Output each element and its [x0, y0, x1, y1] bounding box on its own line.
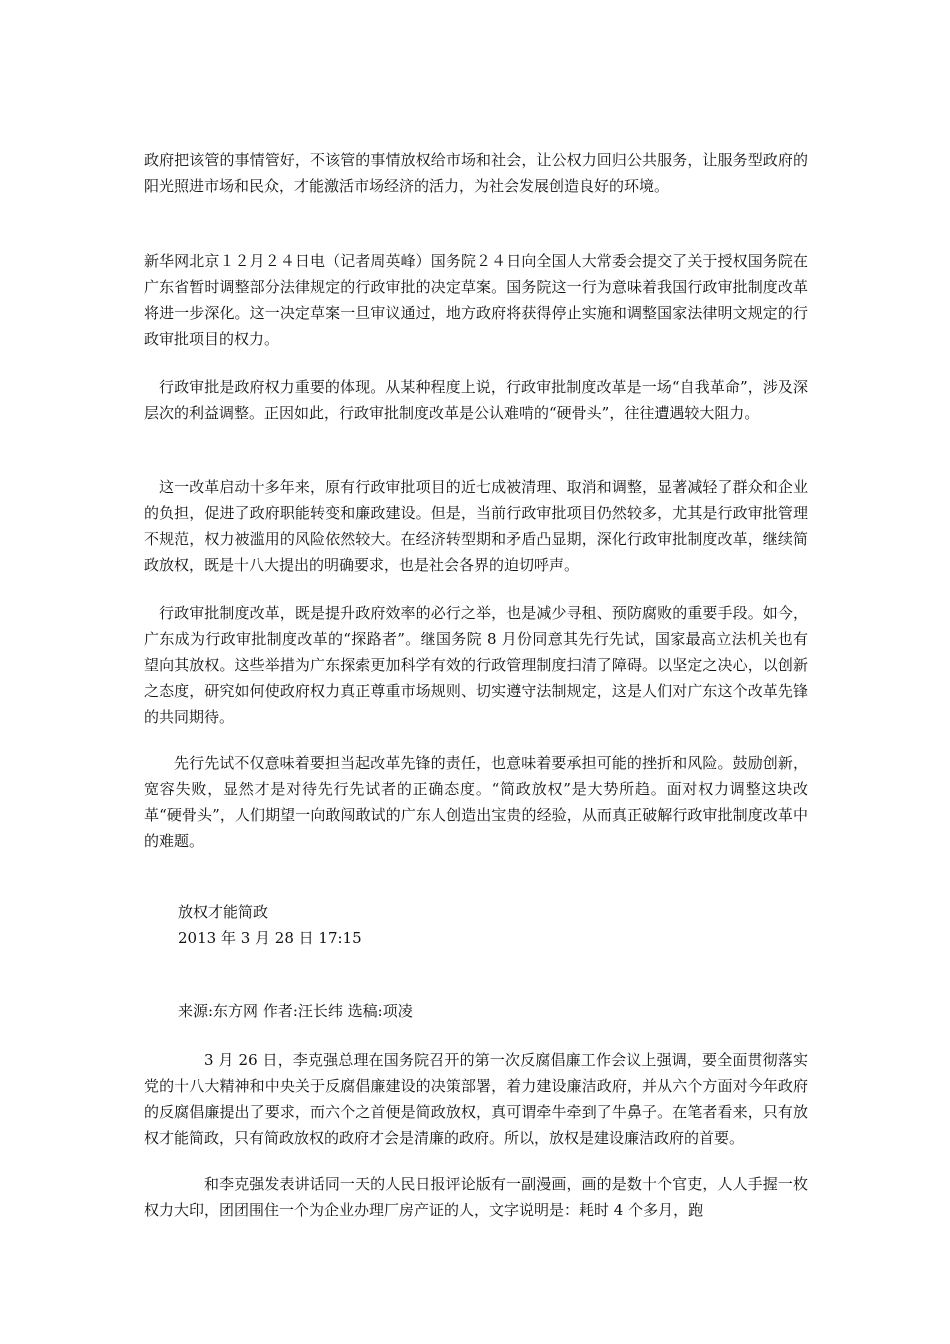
paragraph-approval-power: 行政审批是政府权力重要的体现。从某种程度上说，行政审批制度改革是一场“自我革命”，涉及深层次的利益调整。正因如此，行政审批制度改革是公认难啃的“硬骨头”，往往遭遇较大阻力。 — [144, 378, 808, 422]
paragraph-peoples-daily-cartoon: 和李克强发表讲话同一天的人民日报评论版有一副漫画，画的是数十个官吏，人人手握一枚权力大印，团团围住一个为企业办理厂房产证的人，文字说明是：耗时 4 个多月，跑 — [144, 1175, 808, 1219]
article-source-line: 来源:东方网 作者:汪长纬 选稿:项凌 — [178, 1002, 413, 1020]
article-datetime: 2013 年 3 月 28 日 17:15 — [178, 929, 362, 947]
paragraph-li-keqiang-speech: 3 月 26 日，李克强总理在国务院召开的第一次反腐倡廉工作会议上强调，要全面贯彻落实党的十八大精神和中央关于反腐倡廉建设的决策部署，着力建设廉洁政府，并从六个方面对今年政府的反腐倡廉提出了要求，而六个之首便是简政放权，真可谓牵牛牵到了牛鼻子。在笔者看来，只有放权才能简政，只有简政放权的政府才会是清廉的政府。所以，放权是建设廉洁政府的首要。 — [144, 1051, 808, 1147]
paragraph-guangdong-pathfinder: 行政审批制度改革，既是提升政府效率的必行之举，也是减少寻租、预防腐败的重要手段。如今，广东成为行政审批制度改革的“探路者”。继国务院 8 月份同意其先行先试，国家最高立法机关也有望向其放权。这些举措为广东探索更加科学有效的行政管理制度扫清了障碍。以坚定之决心，以创新之态度，研究如何使政府权力真正尊重市场规则、切实遵守法制规定，这是人们对广东这个改革先锋的共同期待。 — [144, 604, 808, 726]
paragraph-intro: 政府把该管的事情管好，不该管的事情放权给市场和社会，让公权力回归公共服务，让服务型政府的阳光照进市场和民众，才能激活市场经济的活力，为社会发展创造良好的环境。 — [144, 151, 808, 195]
paragraph-xinhua-report: 新华网北京１２月２４日电（记者周英峰）国务院２４日向全国人大常委会提交了关于授权国务院在广东省暂时调整部分法律规定的行政审批的决定草案。国务院这一行为意味着我国行政审批制度改革将进一步深化。这一决定草案一旦审议通过，地方政府将获得停止实施和调整国家法律明文规定的行政审批项目的权力。 — [144, 252, 808, 348]
paragraph-reform-decade: 这一改革启动十多年来，原有行政审批项目的近七成被清理、取消和调整，显著减轻了群众和企业的负担，促进了政府职能转变和廉政建设。但是，当前行政审批项目仍然较多，尤其是行政审批管理不规范，权力被滥用的风险依然较大。在经济转型期和矛盾凸显期，深化行政审批制度改革，继续简政放权，既是十八大提出的明确要求，也是社会各界的迫切呼声。 — [144, 478, 808, 574]
article-title: 放权才能简政 — [178, 903, 269, 921]
paragraph-trial-first: 先行先试不仅意味着要担当起改革先锋的责任，也意味着要承担可能的挫折和风险。鼓励创新，宽容失败，显然才是对待先行先试者的正确态度。“简政放权”是大势所趋。面对权力调整这块改革“硬骨头”，人们期望一向敢闯敢试的广东人创造出宝贵的经验，从而真正破解行政审批制度改革中的难题。 — [144, 754, 808, 850]
